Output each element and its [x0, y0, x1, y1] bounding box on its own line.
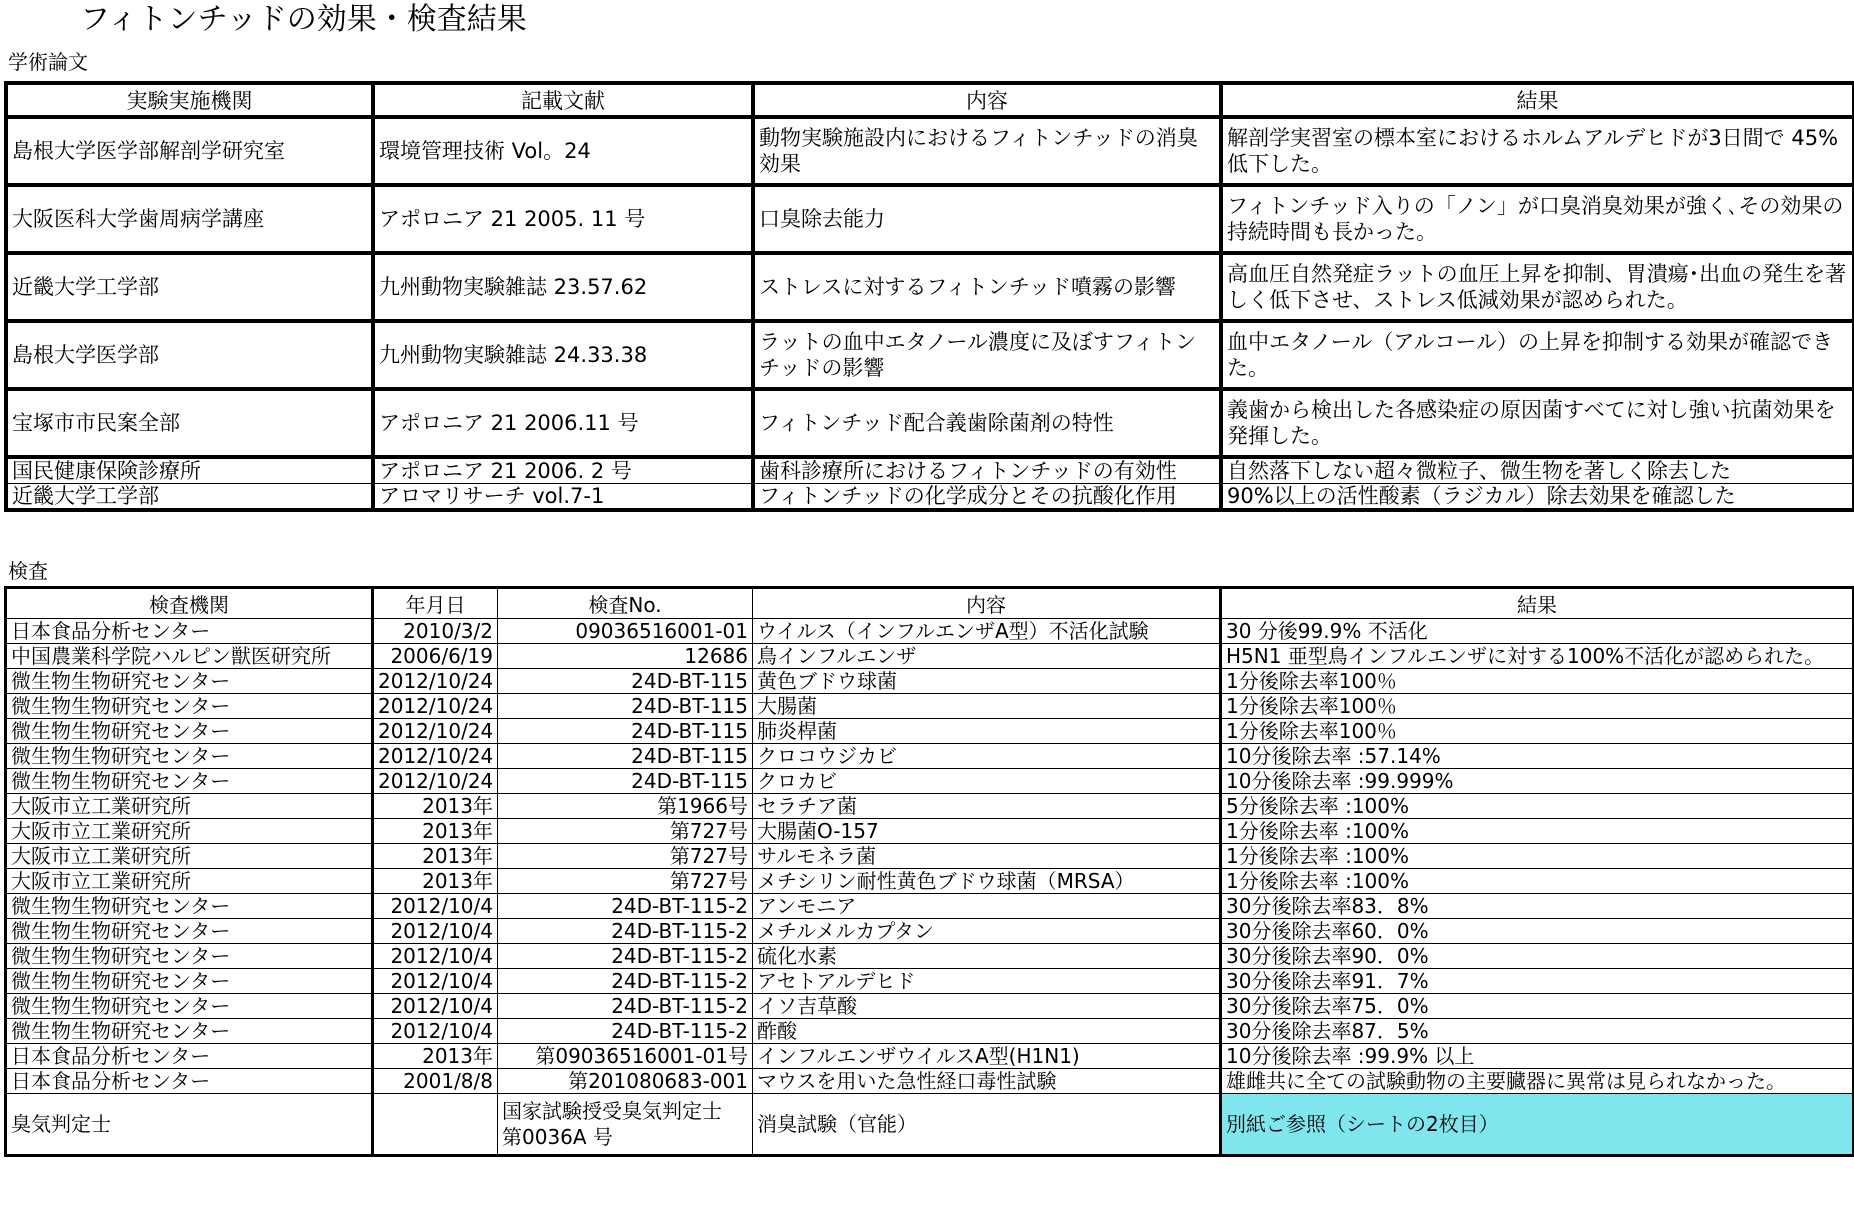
content-cell: 大腸菌O-157	[753, 819, 1221, 844]
date-cell: 2013年	[373, 844, 498, 869]
reference-cell: 九州動物実験雑誌 24.33.38	[373, 321, 753, 389]
result-cell: 1分後除去率 :100%	[1221, 819, 1854, 844]
result-cell: 30分後除去率60．0%	[1221, 919, 1854, 944]
column-header: 内容	[753, 83, 1221, 117]
institution-cell: 微生物生物研究センター	[6, 769, 373, 794]
institution-cell: 微生物生物研究センター	[6, 969, 373, 994]
date-cell: 2012/10/4	[373, 919, 498, 944]
content-cell: 肺炎桿菌	[753, 719, 1221, 744]
test-number-cell: 国家試験授受臭気判定士 第0036A 号	[498, 1094, 753, 1156]
result-cell: H5N1 亜型鳥インフルエンザに対する100%不活化が認められた。	[1221, 644, 1854, 669]
table-row	[6, 669, 1854, 694]
table-row	[6, 1019, 1854, 1044]
test-number-cell: 24D-BT-115	[498, 744, 753, 769]
result-cell: 1分後除去率100％	[1221, 719, 1854, 744]
test-number-cell: 第1966号	[498, 794, 753, 819]
institution-cell: 微生物生物研究センター	[6, 944, 373, 969]
result-cell: フィトンチッド入りの「ノン」が口臭消臭効果が強く､その効果の持続時間も長かった。	[1221, 185, 1854, 253]
content-cell: 硫化水素	[753, 944, 1221, 969]
date-cell: 2012/10/4	[373, 894, 498, 919]
date-cell: 2001/8/8	[373, 1069, 498, 1094]
column-header: 年月日	[373, 588, 498, 619]
content-cell: 鳥インフルエンザ	[753, 644, 1221, 669]
test-number-cell: 第727号	[498, 844, 753, 869]
content-cell: 消臭試験（官能）	[753, 1094, 1221, 1156]
tests-table	[4, 586, 1854, 1157]
test-number-cell: 24D-BT-115	[498, 669, 753, 694]
result-cell: 義歯から検出した各感染症の原因菌すべてに対し強い抗菌効果を発揮した。	[1221, 389, 1854, 457]
result-cell: 高血圧自然発症ラットの血圧上昇を抑制、胃潰瘍･出血の発生を著しく低下させ、ストレス低減効果が認められた。	[1221, 253, 1854, 321]
result-cell: 1分後除去率100％	[1221, 694, 1854, 719]
content-cell: セラチア菌	[753, 794, 1221, 819]
content-cell: インフルエンザウイルスA型(H1N1)	[753, 1044, 1221, 1069]
date-cell: 2012/10/4	[373, 994, 498, 1019]
papers-table	[4, 81, 1854, 512]
content-cell: メチルメルカプタン	[753, 919, 1221, 944]
content-cell: ラットの血中エタノール濃度に及ぼすフィトンチッドの影響	[753, 321, 1221, 389]
content-cell: アンモニア	[753, 894, 1221, 919]
test-number-cell: 第201080683-001	[498, 1069, 753, 1094]
date-cell: 2012/10/24	[373, 769, 498, 794]
table-row	[6, 457, 1854, 484]
content-cell: マウスを用いた急性経口毒性試験	[753, 1069, 1221, 1094]
table-row	[6, 794, 1854, 819]
result-cell: 30分後除去率91．7%	[1221, 969, 1854, 994]
table-row	[6, 744, 1854, 769]
column-header: 内容	[753, 588, 1221, 619]
table-row	[6, 1069, 1854, 1094]
content-cell: ストレスに対するフィトンチッド噴霧の影響	[753, 253, 1221, 321]
result-cell: 解剖学実習室の標本室におけるホルムアルデヒドが3日間で 45%低下した。	[1221, 117, 1854, 185]
institution-cell: 島根大学医学部	[6, 321, 373, 389]
table-row	[6, 844, 1854, 869]
tests-section-label: 検査	[8, 559, 48, 583]
table-row	[6, 869, 1854, 894]
test-number-cell: 第09036516001-01号	[498, 1044, 753, 1069]
institution-cell: 大阪市立工業研究所	[6, 819, 373, 844]
reference-cell: アポロニア 21 2006.11 号	[373, 389, 753, 457]
reference-cell: 九州動物実験雑誌 23.57.62	[373, 253, 753, 321]
result-cell: 30分後除去率75．0%	[1221, 994, 1854, 1019]
result-cell: 別紙ご参照（シートの2枚目）	[1221, 1094, 1854, 1156]
date-cell: 2013年	[373, 1044, 498, 1069]
content-cell: 酢酸	[753, 1019, 1221, 1044]
table-row	[6, 944, 1854, 969]
column-header: 結果	[1221, 83, 1854, 117]
papers-header-row	[6, 83, 1854, 117]
result-cell: 1分後除去率 :100%	[1221, 869, 1854, 894]
institution-cell: 微生物生物研究センター	[6, 669, 373, 694]
test-number-cell: 09036516001-01	[498, 619, 753, 644]
result-cell: 5分後除去率 :100%	[1221, 794, 1854, 819]
institution-cell: 微生物生物研究センター	[6, 994, 373, 1019]
date-cell: 2012/10/24	[373, 694, 498, 719]
table-row	[6, 644, 1854, 669]
content-cell: アセトアルデヒド	[753, 969, 1221, 994]
date-cell: 2012/10/24	[373, 669, 498, 694]
date-cell: 2012/10/4	[373, 969, 498, 994]
table-row	[6, 117, 1854, 185]
result-cell: 30 分後99.9% 不活化	[1221, 619, 1854, 644]
institution-cell: 近畿大学工学部	[6, 253, 373, 321]
content-cell: サルモネラ菌	[753, 844, 1221, 869]
date-cell: 2012/10/4	[373, 1019, 498, 1044]
date-cell: 2012/10/24	[373, 744, 498, 769]
result-cell: 1分後除去率 :100%	[1221, 844, 1854, 869]
test-number-cell: 24D-BT-115-2	[498, 894, 753, 919]
institution-cell: 日本食品分析センター	[6, 619, 373, 644]
table-row	[6, 185, 1854, 253]
institution-cell: 近畿大学工学部	[6, 484, 373, 511]
institution-cell: 国民健康保険診療所	[6, 457, 373, 484]
result-cell: 自然落下しない超々微粒子、微生物を著しく除去した	[1221, 457, 1854, 484]
institution-cell: 微生物生物研究センター	[6, 719, 373, 744]
test-number-cell: 24D-BT-115-2	[498, 919, 753, 944]
content-cell: 動物実験施設内におけるフィトンチッドの消臭効果	[753, 117, 1221, 185]
institution-cell: 日本食品分析センター	[6, 1044, 373, 1069]
result-cell: 30分後除去率90．0%	[1221, 944, 1854, 969]
content-cell: 口臭除去能力	[753, 185, 1221, 253]
test-number-cell: 24D-BT-115	[498, 719, 753, 744]
table-row	[6, 894, 1854, 919]
content-cell: クロカビ	[753, 769, 1221, 794]
table-row	[6, 919, 1854, 944]
table-row	[6, 389, 1854, 457]
reference-cell: アロマリサーチ vol.7-1	[373, 484, 753, 511]
content-cell: クロコウジカビ	[753, 744, 1221, 769]
table-row	[6, 694, 1854, 719]
tests-header-row	[6, 588, 1854, 619]
table-row	[6, 969, 1854, 994]
test-number-cell: 24D-BT-115	[498, 694, 753, 719]
table-row	[6, 1094, 1854, 1156]
result-cell: 雄雌共に全ての試験動物の主要臓器に異常は見られなかった。	[1221, 1069, 1854, 1094]
institution-cell: 大阪医科大学歯周病学講座	[6, 185, 373, 253]
test-number-cell: 24D-BT-115-2	[498, 994, 753, 1019]
institution-cell: 中国農業科学院ハルピン獣医研究所	[6, 644, 373, 669]
result-cell: 90%以上の活性酸素（ラジカル）除去効果を確認した	[1221, 484, 1854, 511]
column-header: 検査No.	[498, 588, 753, 619]
result-cell: 10分後除去率 :99.9% 以上	[1221, 1044, 1854, 1069]
test-number-cell: 24D-BT-115-2	[498, 1019, 753, 1044]
institution-cell: 大阪市立工業研究所	[6, 794, 373, 819]
result-cell: 30分後除去率87．5%	[1221, 1019, 1854, 1044]
column-header: 結果	[1221, 588, 1854, 619]
content-cell: 黄色ブドウ球菌	[753, 669, 1221, 694]
column-header: 検査機関	[6, 588, 373, 619]
institution-cell: 微生物生物研究センター	[6, 919, 373, 944]
date-cell	[373, 1094, 498, 1156]
institution-cell: 日本食品分析センター	[6, 1069, 373, 1094]
table-row	[6, 719, 1854, 744]
institution-cell: 微生物生物研究センター	[6, 894, 373, 919]
test-number-cell: 24D-BT-115-2	[498, 969, 753, 994]
table-row	[6, 1044, 1854, 1069]
institution-cell: 微生物生物研究センター	[6, 694, 373, 719]
content-cell: 大腸菌	[753, 694, 1221, 719]
result-cell: 10分後除去率 :99.999%	[1221, 769, 1854, 794]
page-title: フィトンチッドの効果・検査結果	[80, 2, 527, 37]
test-number-cell: 第727号	[498, 869, 753, 894]
date-cell: 2012/10/4	[373, 944, 498, 969]
institution-cell: 微生物生物研究センター	[6, 744, 373, 769]
column-header: 実験実施機関	[6, 83, 373, 117]
institution-cell: 臭気判定士	[6, 1094, 373, 1156]
institution-cell: 島根大学医学部解剖学研究室	[6, 117, 373, 185]
institution-cell: 大阪市立工業研究所	[6, 844, 373, 869]
content-cell: ウイルス（インフルエンザA型）不活化試験	[753, 619, 1221, 644]
date-cell: 2010/3/2	[373, 619, 498, 644]
table-row	[6, 484, 1854, 511]
content-cell: 歯科診療所におけるフィトンチッドの有効性	[753, 457, 1221, 484]
test-number-cell: 24D-BT-115	[498, 769, 753, 794]
table-row	[6, 819, 1854, 844]
papers-section-label: 学術論文	[8, 50, 88, 74]
reference-cell: アポロニア 21 2006. 2 号	[373, 457, 753, 484]
reference-cell: アポロニア 21 2005. 11 号	[373, 185, 753, 253]
reference-cell: 環境管理技術 Vol。24	[373, 117, 753, 185]
date-cell: 2013年	[373, 794, 498, 819]
institution-cell: 微生物生物研究センター	[6, 1019, 373, 1044]
content-cell: イソ吉草酸	[753, 994, 1221, 1019]
test-number-cell: 24D-BT-115-2	[498, 944, 753, 969]
table-row	[6, 619, 1854, 644]
column-header: 記載文献	[373, 83, 753, 117]
content-cell: フィトンチッド配合義歯除菌剤の特性	[753, 389, 1221, 457]
table-row	[6, 321, 1854, 389]
content-cell: メチシリン耐性黄色ブドウ球菌（MRSA）	[753, 869, 1221, 894]
result-cell: 10分後除去率 :57.14%	[1221, 744, 1854, 769]
date-cell: 2012/10/24	[373, 719, 498, 744]
result-cell: 30分後除去率83．8%	[1221, 894, 1854, 919]
date-cell: 2006/6/19	[373, 644, 498, 669]
date-cell: 2013年	[373, 869, 498, 894]
result-cell: 1分後除去率100％	[1221, 669, 1854, 694]
institution-cell: 大阪市立工業研究所	[6, 869, 373, 894]
test-number-cell: 12686	[498, 644, 753, 669]
test-number-cell: 第727号	[498, 819, 753, 844]
table-row	[6, 769, 1854, 794]
date-cell: 2013年	[373, 819, 498, 844]
content-cell: フィトンチッドの化学成分とその抗酸化作用	[753, 484, 1221, 511]
table-row	[6, 253, 1854, 321]
institution-cell: 宝塚市市民案全部	[6, 389, 373, 457]
table-row	[6, 994, 1854, 1019]
result-cell: 血中エタノール（アルコール）の上昇を抑制する効果が確認できた。	[1221, 321, 1854, 389]
